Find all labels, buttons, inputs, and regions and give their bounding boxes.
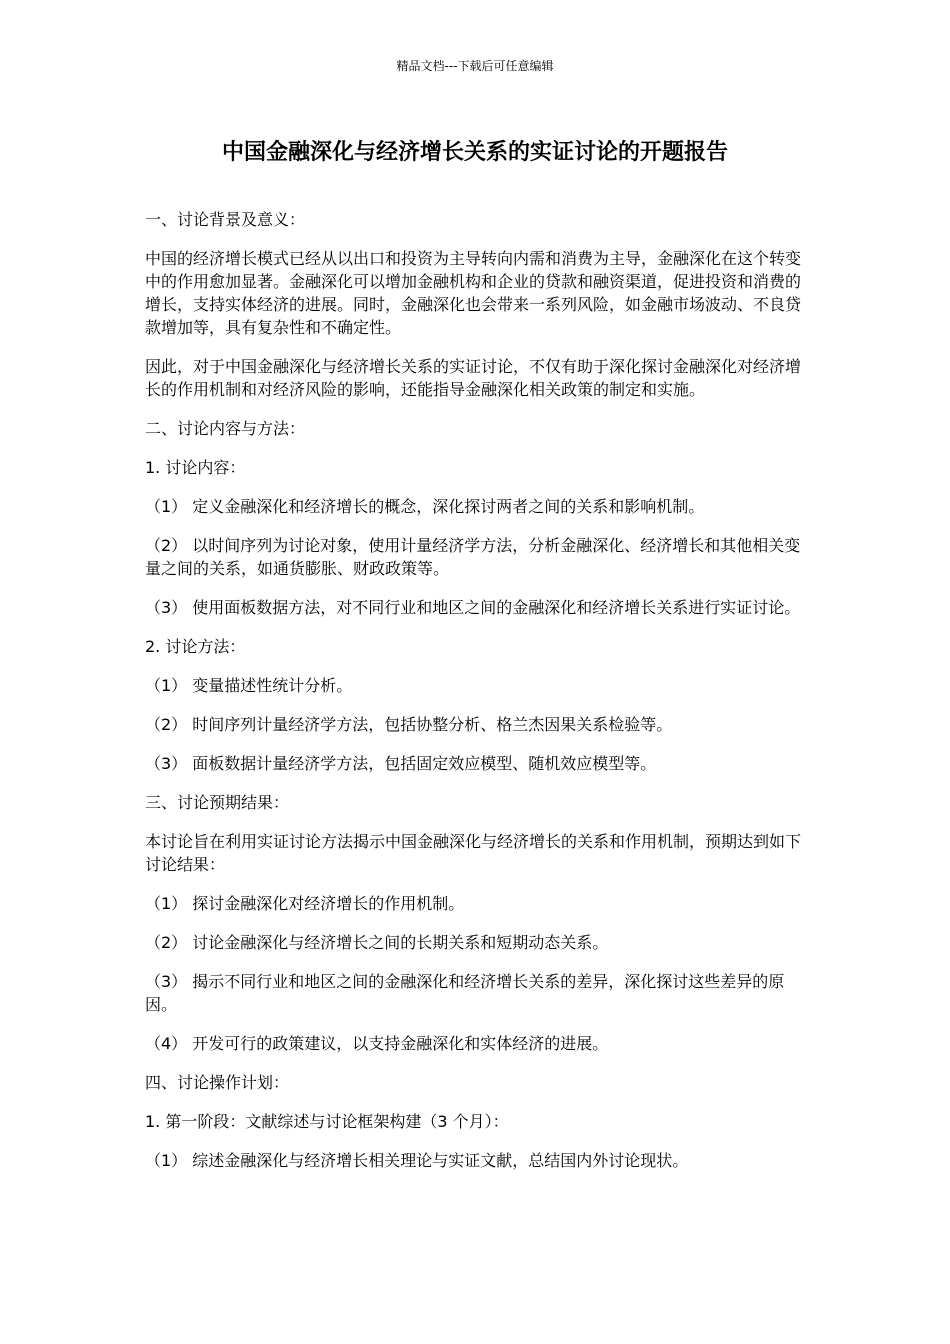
list-item: （1） 定义金融深化和经济增长的概念，深化探讨两者之间的关系和影响机制。	[145, 497, 705, 516]
list-item: （4） 开发可行的政策建议，以支持金融深化和实体经济的进展。	[145, 1034, 609, 1053]
paragraph-expected-results: 本讨论旨在利用实证讨论方法揭示中国金融深化与经济增长的关系和作用机制，预期达到如下讨论结果：	[145, 832, 802, 874]
section-heading-expected-results: 三、讨论预期结果：	[145, 793, 290, 812]
list-item: （1） 综述金融深化与经济增长相关理论与实证文献，总结国内外讨论现状。	[145, 1151, 689, 1170]
section-heading-background: 一、讨论背景及意义：	[145, 210, 306, 229]
section-heading-plan: 四、讨论操作计划：	[145, 1073, 290, 1092]
list-item: （2） 以时间序列为讨论对象，使用计量经济学方法，分析金融深化、经济增长和其他相关变量之间的关系，如通货膨胀、财政政策等。	[145, 536, 801, 578]
paragraph-significance: 因此，对于中国金融深化与经济增长关系的实证讨论，不仅有助于深化探讨金融深化对经济增长的作用机制和对经济风险的影响，还能指导金融深化相关政策的制定和实施。	[145, 357, 802, 399]
document-body	[145, 208, 805, 1188]
list-item: （1） 变量描述性统计分析。	[145, 676, 353, 695]
header-note: 精品文档---下载后可任意编辑	[396, 59, 554, 73]
list-item: （2） 时间序列计量经济学方法，包括协整分析、格兰杰因果关系检验等。	[145, 715, 673, 734]
subheading-phase-one: 1. 第一阶段：文献综述与讨论框架构建（3 个月）：	[145, 1112, 509, 1131]
list-item: （3） 揭示不同行业和地区之间的金融深化和经济增长关系的差异，深化探讨这些差异的原因。	[145, 972, 785, 1014]
list-item: （3） 使用面板数据方法，对不同行业和地区之间的金融深化和经济增长关系进行实证讨论。	[145, 598, 801, 617]
subheading-method: 2. 讨论方法：	[145, 637, 246, 656]
section-heading-content-method: 二、讨论内容与方法：	[145, 419, 306, 438]
list-item: （3） 面板数据计量经济学方法，包括固定效应模型、随机效应模型等。	[145, 754, 657, 773]
document-title: 中国金融深化与经济增长关系的实证讨论的开题报告	[221, 140, 728, 165]
subheading-content: 1. 讨论内容：	[145, 458, 246, 477]
list-item: （2） 讨论金融深化与经济增长之间的长期关系和短期动态关系。	[145, 933, 609, 952]
list-item: （1） 探讨金融深化对经济增长的作用机制。	[145, 894, 465, 913]
paragraph-background: 中国的经济增长模式已经从以出口和投资为主导转向内需和消费为主导，金融深化在这个转变中的作用愈加显著。金融深化可以增加金融机构和企业的贷款和融资渠道，促进投资和消费的增长，支持实体经济的进展。同时，金融深化也会带来一系列风险，如金融市场波动、不良贷款增加等，具有复杂性和不确定性。	[145, 249, 802, 337]
